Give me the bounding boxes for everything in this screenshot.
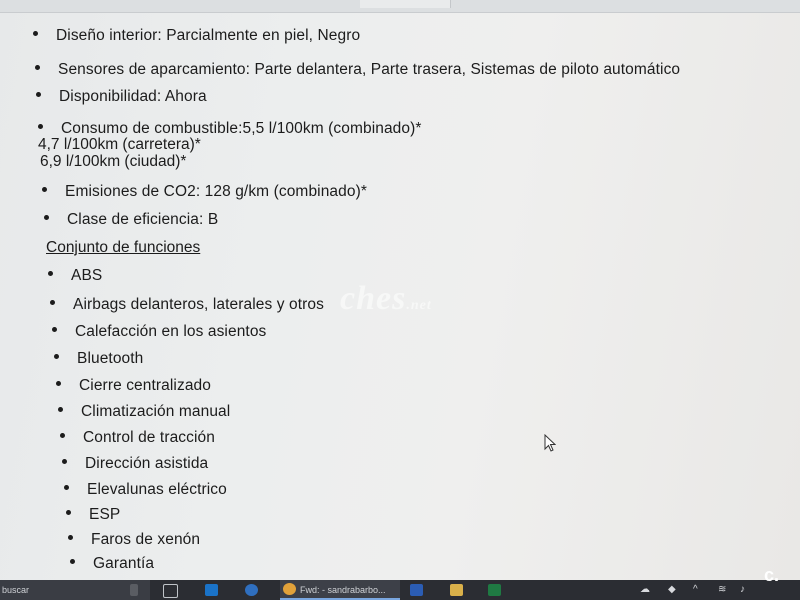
feature-item: Cierre centralizado	[56, 377, 211, 395]
feature-item: ESP	[66, 506, 120, 524]
bullet-icon	[62, 459, 67, 464]
bullet-icon	[38, 124, 43, 129]
consumo-ciudad: 6,9 l/100km (ciudad)*	[40, 153, 187, 170]
feature-item: ABS	[48, 267, 102, 285]
feature-item: Faros de xenón	[68, 531, 200, 549]
window-tab[interactable]	[360, 0, 451, 8]
window-top-bar	[0, 0, 800, 13]
feature-item: Climatización manual	[58, 403, 230, 421]
bullet-icon	[36, 92, 41, 97]
feature-item: Dirección asistida	[62, 455, 208, 473]
bullet-icon	[50, 300, 55, 305]
list-item: Consumo de combustible:5,5 l/100km (combinado)*	[38, 120, 422, 138]
excel-icon[interactable]	[488, 584, 501, 596]
cloud-icon[interactable]: ☁	[640, 584, 650, 595]
bullet-icon	[33, 31, 38, 36]
feature-item: Elevalunas eléctrico	[64, 481, 227, 499]
bullet-icon	[56, 381, 61, 386]
features-heading: Conjunto de funciones	[46, 239, 201, 256]
wifi-icon[interactable]: ≋	[718, 584, 727, 595]
bullet-icon	[64, 485, 69, 490]
volume-icon[interactable]: ♪	[740, 584, 745, 595]
bullet-icon	[48, 271, 53, 276]
list-item: Disponibilidad: Ahora	[36, 88, 207, 106]
feature-item: Calefacción en los asientos	[52, 323, 266, 341]
list-item: Diseño interior: Parcialmente en piel, Negro	[33, 27, 360, 45]
bullet-icon	[70, 559, 75, 564]
bullet-icon	[44, 215, 49, 220]
bullet-icon	[68, 535, 73, 540]
feature-item: Control de tracción	[60, 429, 215, 447]
outlook-icon[interactable]	[205, 584, 218, 596]
bullet-icon	[58, 407, 63, 412]
tray-chevron-icon[interactable]: ^	[693, 584, 698, 595]
list-item: Emisiones de CO2: 128 g/km (combinado)*	[42, 183, 367, 201]
bullet-icon	[35, 65, 40, 70]
taskbar-window-fwd-email[interactable]: Fwd: - sandrabarbo...	[280, 580, 400, 600]
bullet-icon	[52, 327, 57, 332]
feature-item: Bluetooth	[54, 350, 143, 368]
taskbar-search-box[interactable]: buscar	[0, 580, 150, 600]
bullet-icon	[42, 187, 47, 192]
word-icon[interactable]	[410, 584, 423, 596]
dropbox-icon[interactable]: ◆	[668, 584, 676, 595]
edge-icon[interactable]	[245, 584, 258, 596]
bullet-icon	[54, 354, 59, 359]
file-explorer-icon[interactable]	[450, 584, 463, 596]
bullet-icon	[66, 510, 71, 515]
feature-item: Garantía	[70, 555, 154, 573]
watermark: ches.net	[340, 280, 432, 317]
consumo-carretera: 4,7 l/100km (carretera)*	[38, 136, 201, 153]
bullet-icon	[60, 433, 65, 438]
list-item: Clase de eficiencia: B	[44, 211, 218, 229]
task-view-icon[interactable]	[163, 584, 178, 598]
microphone-icon[interactable]	[130, 584, 138, 596]
chrome-icon	[283, 583, 296, 595]
list-item: Sensores de aparcamiento: Parte delantera, Parte trasera, Sistemas de piloto automático	[35, 61, 680, 79]
corner-logo: c.	[764, 565, 780, 585]
feature-item: Airbags delanteros, laterales y otros	[50, 296, 324, 314]
windows-taskbar	[0, 580, 800, 600]
